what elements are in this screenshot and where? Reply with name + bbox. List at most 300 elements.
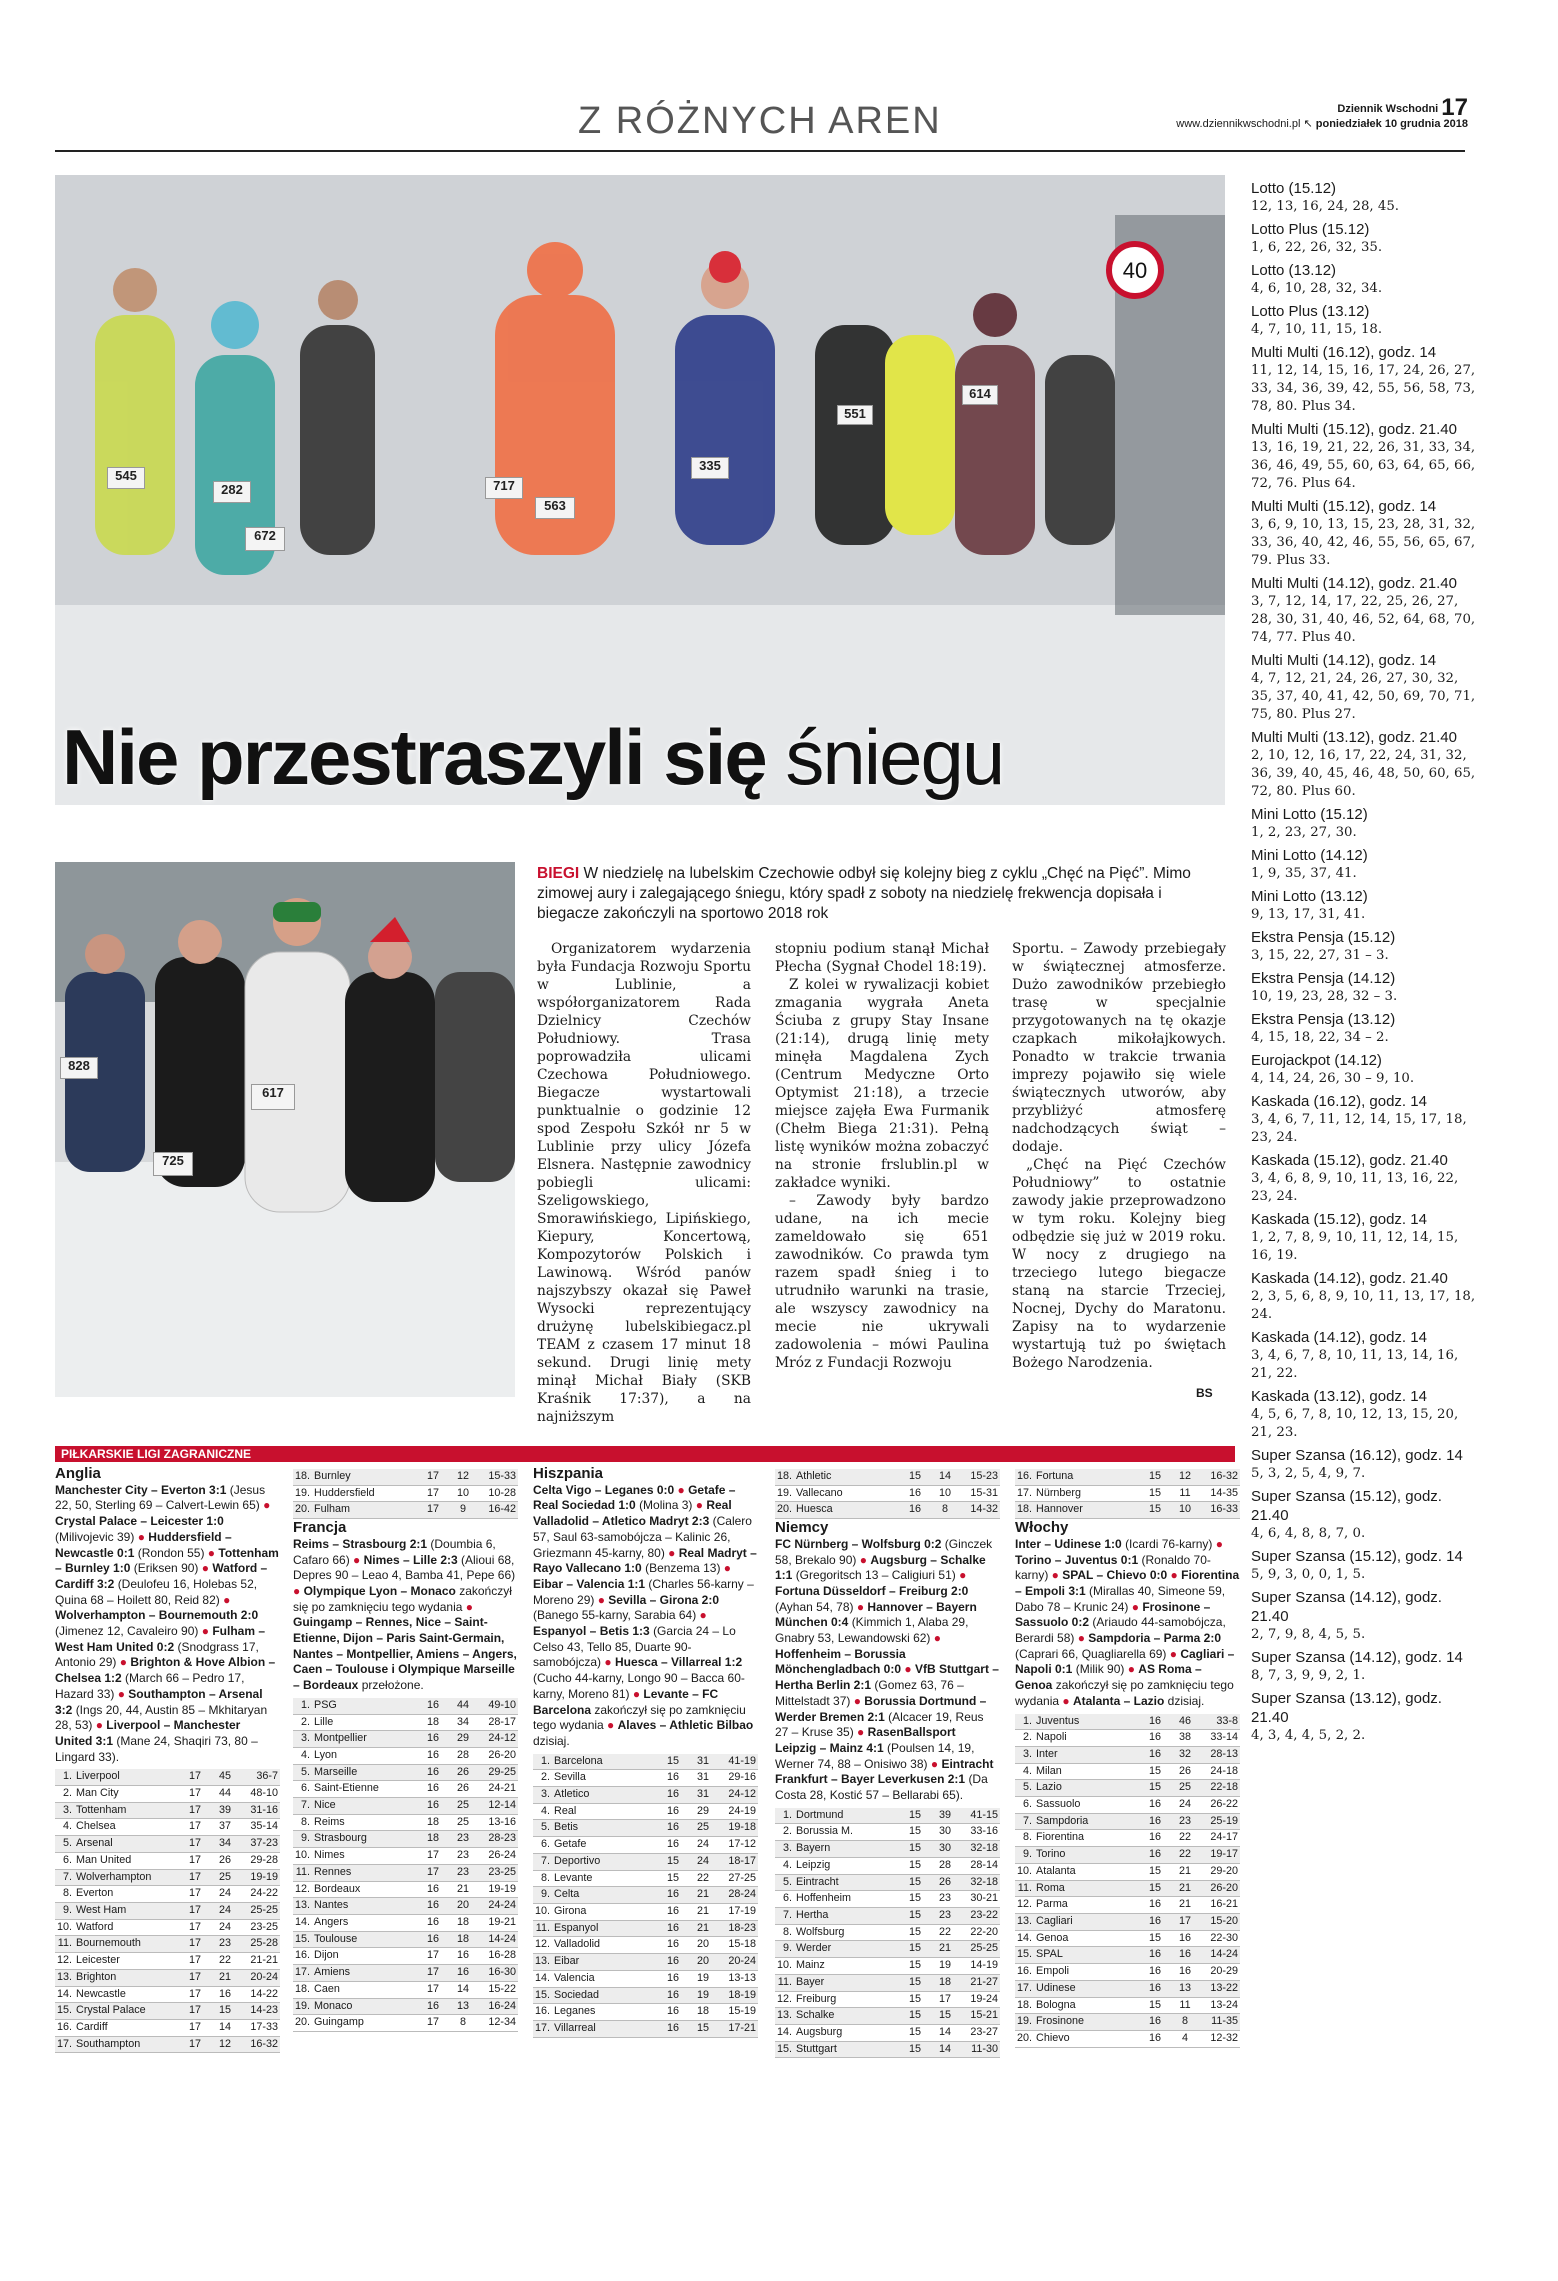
table-row <box>55 1886 280 1903</box>
table-cell: 3. <box>55 1802 74 1819</box>
table-cell: 13-24 <box>1200 1997 1240 2014</box>
table-cell: 24 <box>688 1853 718 1870</box>
table-cell: 17 <box>418 1469 448 1485</box>
match-details: (Cucho 44-karny, Longo 90 – Bacca 60-karny, Moreno 81) <box>533 1671 745 1701</box>
table-cell: Huddersfield <box>312 1485 418 1502</box>
table-cell: 16-32 <box>1200 1469 1240 1485</box>
table-cell: 32-18 <box>960 1841 1000 1858</box>
table-cell: Schalke <box>794 2008 900 2025</box>
table-cell: 16 <box>1140 1847 1170 1864</box>
table-cell: Sociedad <box>552 1987 658 2004</box>
match-result: Manchester City – Everton 3:1 <box>55 1482 227 1497</box>
match-result: Guingamp – Rennes, Nice – Saint-Etienne, Dijon – Paris Saint-Germain, Nantes – Montpellier, Amiens – Angers, Caen – Toulouse i Olympique Marseille – Bordeaux <box>293 1615 517 1693</box>
table-cell: 1. <box>55 1769 74 1785</box>
table-row <box>775 1469 1000 1485</box>
table-cell: Athletic <box>794 1469 900 1485</box>
match-details: (Ings 20, 44, Austin 85 – Mkhitaryan 28, 53) <box>55 1702 268 1733</box>
table-cell: 19-21 <box>478 1914 518 1931</box>
table-row <box>1015 1897 1240 1914</box>
table-cell: 4 <box>1170 2030 1200 2047</box>
table-cell: 16 <box>1140 1730 1170 1747</box>
table-row <box>293 1764 518 1781</box>
table-cell: 16 <box>1140 2014 1170 2031</box>
table-cell: 24-12 <box>718 1787 758 1804</box>
table-row <box>775 1502 1000 1519</box>
table-cell: 28 <box>930 1857 960 1874</box>
table-cell: 11-30 <box>960 2041 1000 2058</box>
match-result: AS Roma – Genoa <box>1015 1662 1202 1693</box>
table-cell: 17 <box>418 1965 448 1982</box>
table-cell: 16 <box>1140 1947 1170 1964</box>
match-result: Eibar – Valencia 1:1 <box>533 1576 646 1591</box>
table-cell: 20 <box>688 1954 718 1971</box>
table-cell: 14-32 <box>960 1502 1000 1519</box>
table-cell: Deportivo <box>552 1853 658 1870</box>
table-cell: 8 <box>1170 2014 1200 2031</box>
table-cell: 16 <box>1140 1980 1170 1997</box>
league-name: Anglia <box>55 1465 101 1482</box>
table-cell: Liverpool <box>74 1769 180 1785</box>
separator-dot-icon: ● <box>92 1718 107 1733</box>
table-cell: 13. <box>1015 1913 1034 1930</box>
table-cell: Fulham <box>312 1502 418 1519</box>
match-details: (Milivojevic 39) <box>55 1529 135 1544</box>
table-cell: 3. <box>775 1841 794 1858</box>
match-result: Torino – Juventus 0:1 <box>1015 1552 1139 1567</box>
table-cell: 24-19 <box>718 1803 758 1820</box>
table-cell: 15 <box>900 2041 930 2058</box>
table-cell: 15 <box>1140 1763 1170 1780</box>
table-cell: 15 <box>900 2008 930 2025</box>
table-cell: 14-22 <box>240 1986 280 2003</box>
table-cell: 17-33 <box>240 2019 280 2036</box>
table-cell: 33-14 <box>1200 1730 1240 1747</box>
table-row <box>293 1981 518 1998</box>
table-cell: 22 <box>210 1953 240 1970</box>
table-cell: 15. <box>533 1987 552 2004</box>
table-cell: 2. <box>55 1786 74 1803</box>
table-cell: Marseille <box>312 1764 418 1781</box>
table-row <box>533 2020 758 2037</box>
match-details: dzisiaj. <box>1167 1693 1205 1708</box>
lottery-name: Lotto (13.12) <box>1251 262 1337 279</box>
table-cell: 17 <box>1170 1913 1200 1930</box>
article-column-2 <box>775 940 989 1372</box>
table-cell: Hertha <box>794 1907 900 1924</box>
table-cell: 13 <box>1170 1980 1200 1997</box>
table-cell: 13 <box>448 1998 478 2015</box>
table-cell: 29-25 <box>478 1764 518 1781</box>
table-cell: 20. <box>1015 2030 1034 2047</box>
section-title: Z RÓŻNYCH AREN <box>578 100 942 142</box>
table-cell: SPAL <box>1034 1947 1140 1964</box>
table-cell: 14 <box>930 2041 960 2058</box>
table-cell: 9. <box>55 1902 74 1919</box>
lottery-name: Mini Lotto (13.12) <box>1251 888 1368 905</box>
table-cell: 17 <box>180 1886 210 1903</box>
table-cell: 5. <box>533 1820 552 1837</box>
table-row <box>1015 1469 1240 1485</box>
lottery-name: Kaskada (13.12), godz. 14 <box>1251 1388 1427 1405</box>
match-details: (Da Costa 28, Kostić 57 – Bellarabi 65). <box>775 1772 988 1803</box>
table-cell: 26-24 <box>478 1848 518 1865</box>
table-cell: 16-24 <box>478 1998 518 2015</box>
table-cell: 16-30 <box>478 1965 518 1982</box>
table-cell: 27-25 <box>718 1870 758 1887</box>
table-cell: Brighton <box>74 1969 180 1986</box>
site-link[interactable]: www.dziennikwschodni.pl <box>1176 118 1301 130</box>
match-details: (Gomez 63, 76 – Mittelstadt 37) <box>775 1678 964 1708</box>
table-cell: 17 <box>180 1819 210 1836</box>
lottery-numbers: 8, 7, 3, 9, 9, 2, 1. <box>1251 1668 1366 1683</box>
table-row <box>775 2008 1000 2025</box>
table-cell: Valencia <box>552 1970 658 1987</box>
table-cell: 16 <box>418 1798 448 1815</box>
table-cell: Burnley <box>312 1469 418 1485</box>
table-cell: 14. <box>533 1970 552 1987</box>
table-cell: Nice <box>312 1798 418 1815</box>
table-cell: 17 <box>180 1836 210 1853</box>
race-bib: 725 <box>153 1152 193 1176</box>
table-cell: 16. <box>1015 1469 1034 1485</box>
table-cell: 15 <box>658 1754 688 1770</box>
table-row <box>55 1786 280 1803</box>
table-row <box>293 1848 518 1865</box>
table-row <box>293 1469 518 1485</box>
table-cell: 21 <box>210 1969 240 1986</box>
table-cell: 16 <box>1140 2030 1170 2047</box>
table-row <box>1015 1930 1240 1947</box>
table-cell: Hannover <box>1034 1502 1140 1519</box>
table-row <box>55 2036 280 2053</box>
table-row <box>775 1991 1000 2008</box>
table-cell: Man City <box>74 1786 180 1803</box>
table-cell: 17 <box>418 1948 448 1965</box>
table-cell: 16 <box>418 1931 448 1948</box>
article-paragraph: stopniu podium stanął Michał Płecha (Sygnał Chodel 18:19). <box>775 941 989 975</box>
table-cell: 16 <box>1170 1947 1200 1964</box>
match-result: Frosinone – Sassuolo 0:2 <box>1015 1599 1211 1630</box>
table-cell: 44 <box>448 1698 478 1714</box>
table-cell: Monaco <box>312 1998 418 2015</box>
table-cell: 16-28 <box>478 1948 518 1965</box>
table-cell: Nimes <box>312 1848 418 1865</box>
match-details: (Deulofeu 16, Holebas 52, Quina 68 – Hoilett 80, Reid 82) <box>55 1576 258 1607</box>
table-cell: 8 <box>930 1502 960 1519</box>
table-row <box>293 1998 518 2015</box>
table-cell: 21-27 <box>960 1974 1000 1991</box>
table-cell: 17 <box>180 2003 210 2020</box>
table-row <box>775 1924 1000 1941</box>
table-row <box>293 1747 518 1764</box>
lottery-numbers: 4, 5, 6, 7, 8, 10, 12, 13, 15, 20, 21, 23. <box>1251 1407 1459 1440</box>
table-cell: 19. <box>775 1485 794 1502</box>
race-bib: 563 <box>535 497 575 519</box>
table-cell: 19-17 <box>1200 1847 1240 1864</box>
table-cell: 16 <box>658 1954 688 1971</box>
lottery-numbers: 4, 7, 10, 11, 15, 18. <box>1251 322 1383 337</box>
table-cell: 15 <box>688 2020 718 2037</box>
table-cell: 15-21 <box>960 2008 1000 2025</box>
separator-dot-icon: ● <box>601 1655 615 1670</box>
lottery-numbers: 2, 3, 5, 6, 8, 9, 10, 11, 13, 17, 18, 24. <box>1251 1289 1476 1322</box>
table-row <box>293 1698 518 1714</box>
table-row <box>293 1931 518 1948</box>
table-row <box>775 1891 1000 1908</box>
lottery-name: Multi Multi (14.12), godz. 14 <box>1251 652 1437 669</box>
table-cell: 29-16 <box>718 1770 758 1787</box>
table-cell: Wolfsburg <box>794 1924 900 1941</box>
table-row <box>1015 1947 1240 1964</box>
table-cell: 5. <box>293 1764 312 1781</box>
league-name: Francja <box>293 1519 347 1537</box>
match-details: (Ginczek 58, Brekalo 90) <box>775 1536 993 1567</box>
table-cell: 12 <box>448 1469 478 1485</box>
table-cell: 26 <box>1170 1763 1200 1780</box>
headline-light: śniegu <box>785 713 1004 801</box>
table-cell: 17 <box>180 1902 210 1919</box>
table-cell: 12-14 <box>478 1798 518 1815</box>
table-cell: 6. <box>55 1852 74 1869</box>
table-cell: 20-24 <box>240 1969 280 1986</box>
table-cell: 34 <box>448 1714 478 1731</box>
table-cell: 15 <box>1140 1997 1170 2014</box>
table-cell: 46 <box>1170 1714 1200 1730</box>
table-cell: 10-28 <box>478 1485 518 1502</box>
table-cell: 17. <box>1015 1485 1034 1502</box>
lottery-numbers: 4, 3, 4, 4, 5, 2, 2. <box>1251 1728 1366 1743</box>
separator-dot-icon: ● <box>1167 1568 1182 1583</box>
league-name: Niemcy <box>775 1519 829 1537</box>
table-cell: Atletico <box>552 1787 658 1804</box>
race-bib: 614 <box>962 385 998 405</box>
table-row <box>1015 1797 1240 1814</box>
race-bib: 545 <box>107 467 145 489</box>
table-cell: Valladolid <box>552 1937 658 1954</box>
table-cell: 1. <box>293 1698 312 1714</box>
match-result: Cagliari – Napoli 0:1 <box>1015 1646 1235 1677</box>
match-details: (Garcia 24 – Lo Celso 43, Tello 85, Duarte 90-samobójcza) <box>533 1624 736 1670</box>
table-cell: 39 <box>930 1808 960 1824</box>
table-cell: 16 <box>1140 1964 1170 1981</box>
table-row <box>55 2003 280 2020</box>
league-table <box>533 1754 758 2038</box>
match-details: zakończył się po zamknięciu tego wydania <box>533 1702 746 1733</box>
match-details: (Benzema 13) <box>645 1561 721 1576</box>
table-row <box>775 1841 1000 1858</box>
table-cell: 11 <box>1170 1997 1200 2014</box>
table-cell: 21 <box>1170 1880 1200 1897</box>
table-cell: Lyon <box>312 1747 418 1764</box>
table-cell: 21 <box>1170 1897 1200 1914</box>
table-cell: Lazio <box>1034 1780 1140 1797</box>
table-row <box>293 1914 518 1931</box>
table-cell: 29 <box>448 1731 478 1748</box>
table-cell: 17 <box>418 1485 448 1502</box>
table-row <box>1015 1997 1240 2014</box>
lottery-name: Kaskada (15.12), godz. 21.40 <box>1251 1152 1448 1169</box>
table-row <box>55 1902 280 1919</box>
table-cell: Celta <box>552 1887 658 1904</box>
table-cell: 24-12 <box>478 1731 518 1748</box>
table-cell: 25 <box>448 1798 478 1815</box>
separator-dot-icon: ● <box>1128 1599 1143 1614</box>
table-cell: 15 <box>900 1891 930 1908</box>
table-cell: 18. <box>293 1981 312 1998</box>
race-bib: 828 <box>60 1057 98 1079</box>
table-cell: 17-12 <box>718 1837 758 1854</box>
match-details: (Mane 24, Shaqiri 73, 80 – Lingard 33). <box>55 1733 258 1764</box>
table-cell: 17 <box>180 1936 210 1953</box>
table-cell: 10. <box>1015 1863 1034 1880</box>
table-cell: 15 <box>658 1870 688 1887</box>
match-result: Brighton & Hove Albion – Chelsea 1:2 <box>55 1655 276 1686</box>
table-cell: 28-24 <box>718 1887 758 1904</box>
match-result: Watford – Cardiff 3:2 <box>55 1561 268 1591</box>
table-cell: 20 <box>448 1898 478 1915</box>
table-row <box>775 1824 1000 1841</box>
table-cell: 17. <box>55 2036 74 2053</box>
table-cell: Caen <box>312 1981 418 1998</box>
lottery-name: Super Szansa (14.12), godz. 21.40 <box>1251 1589 1442 1625</box>
table-cell: 14. <box>293 1914 312 1931</box>
table-cell: 17 <box>180 2019 210 2036</box>
table-row <box>533 1937 758 1954</box>
match-details: (Doumbia 6, Cafaro 66) <box>293 1536 496 1567</box>
svg-text:40: 40 <box>1122 258 1148 283</box>
table-cell: 10 <box>930 1485 960 1502</box>
table-cell: Montpellier <box>312 1731 418 1748</box>
lottery-numbers: 2, 10, 12, 16, 17, 22, 24, 31, 32, 36, 39, 40, 45, 46, 48, 50, 60, 65, 72, 80. Plus 60. <box>1251 748 1476 799</box>
page-number: 17 <box>1441 94 1468 121</box>
table-cell: 15 <box>900 1958 930 1975</box>
table-cell: 25-19 <box>1200 1813 1240 1830</box>
table-row <box>293 1864 518 1881</box>
table-row <box>533 1903 758 1920</box>
separator-dot-icon: ● <box>696 1608 707 1623</box>
separator-dot-icon: ● <box>629 1686 644 1701</box>
table-cell: Hoffenheim <box>794 1891 900 1908</box>
table-cell: 4. <box>293 1747 312 1764</box>
table-cell: 12. <box>1015 1897 1034 1914</box>
table-cell: 16. <box>55 2019 74 2036</box>
table-cell: 10. <box>55 1919 74 1936</box>
runners-illustration-2 <box>55 862 515 1397</box>
table-cell: 14 <box>448 1981 478 1998</box>
table-cell: 13. <box>533 1954 552 1971</box>
table-cell: Empoli <box>1034 1964 1140 1981</box>
lottery-name: Lotto Plus (13.12) <box>1251 303 1370 320</box>
table-cell: 17 <box>180 2036 210 2053</box>
table-cell: 41-15 <box>960 1808 1000 1824</box>
table-cell: Augsburg <box>794 2024 900 2041</box>
table-cell: Torino <box>1034 1847 1140 1864</box>
table-cell: 17 <box>180 1986 210 2003</box>
table-cell: 9. <box>775 1941 794 1958</box>
table-cell: 15 <box>1140 1930 1170 1947</box>
table-cell: Vallecano <box>794 1485 900 1502</box>
table-cell: 18. <box>293 1469 312 1485</box>
table-cell: 25 <box>1170 1780 1200 1797</box>
match-result: Reims – Strasbourg 2:1 <box>293 1536 428 1551</box>
table-cell: 15-33 <box>478 1469 518 1485</box>
table-row <box>293 1731 518 1748</box>
lottery-numbers: 5, 9, 3, 0, 0, 1, 5. <box>1251 1567 1366 1582</box>
table-cell: Bayer <box>794 1974 900 1991</box>
table-cell: 19 <box>930 1958 960 1975</box>
table-cell: 12. <box>533 1937 552 1954</box>
table-cell: 18. <box>775 1469 794 1485</box>
table-cell: 23 <box>448 1848 478 1865</box>
table-cell: 4. <box>55 1819 74 1836</box>
table-cell: Newcastle <box>74 1986 180 2003</box>
table-cell: 23-25 <box>240 1919 280 1936</box>
table-cell: 35-14 <box>240 1819 280 1836</box>
table-row <box>55 1769 280 1785</box>
table-cell: 15 <box>900 1907 930 1924</box>
table-cell: 18 <box>688 2004 718 2021</box>
separator-dot-icon: ● <box>198 1624 213 1639</box>
table-cell: 19-19 <box>478 1881 518 1898</box>
lottery-numbers: 9, 13, 17, 31, 41. <box>1251 907 1366 922</box>
lottery-numbers: 1, 2, 23, 27, 30. <box>1251 825 1357 840</box>
table-cell: 15-20 <box>1200 1913 1240 1930</box>
table-cell: 16-21 <box>1200 1897 1240 1914</box>
table-cell: 17. <box>1015 1980 1034 1997</box>
table-cell: Dortmund <box>794 1808 900 1824</box>
table-row <box>293 2015 518 2032</box>
match-details: (Banego 55-karny, Sarabia 64) <box>533 1608 697 1623</box>
table-cell: Werder <box>794 1941 900 1958</box>
table-cell: 30-21 <box>960 1891 1000 1908</box>
table-cell: 32-18 <box>960 1874 1000 1891</box>
table-cell: 14. <box>55 1986 74 2003</box>
table-cell: Leicester <box>74 1953 180 1970</box>
table-row <box>1015 1964 1240 1981</box>
lottery-numbers: 12, 13, 16, 24, 28, 45. <box>1251 199 1400 214</box>
table-cell: 19. <box>293 1485 312 1502</box>
table-cell: 14. <box>1015 1930 1034 1947</box>
table-cell: 15 <box>900 1469 930 1485</box>
match-details: (Icardi 76-karny) <box>1125 1536 1213 1551</box>
table-cell: Nantes <box>312 1898 418 1915</box>
table-cell: 31 <box>688 1770 718 1787</box>
table-cell: 22-30 <box>1200 1930 1240 1947</box>
lottery-numbers: 4, 6, 4, 8, 8, 7, 0. <box>1251 1526 1366 1541</box>
table-cell: 16 <box>658 1887 688 1904</box>
table-cell: 24 <box>210 1886 240 1903</box>
table-row <box>1015 1502 1240 1519</box>
separator-dot-icon: ● <box>1059 1693 1073 1708</box>
table-cell: 13-22 <box>1200 1980 1240 1997</box>
table-row <box>775 1874 1000 1891</box>
table-cell: 48-10 <box>240 1786 280 1803</box>
lottery-name: Multi Multi (14.12), godz. 21.40 <box>1251 575 1457 592</box>
table-cell: 8. <box>533 1870 552 1887</box>
table-cell: 6. <box>775 1891 794 1908</box>
race-bib: 551 <box>837 405 873 425</box>
table-cell: Eintracht <box>794 1874 900 1891</box>
table-cell: Roma <box>1034 1880 1140 1897</box>
match-result: Nimes – Lille 2:3 <box>363 1552 458 1567</box>
table-cell: 13. <box>775 2008 794 2025</box>
table-cell: 16 <box>658 2020 688 2037</box>
table-cell: 29 <box>688 1803 718 1820</box>
table-cell: 17-19 <box>718 1903 758 1920</box>
table-cell: 21-21 <box>240 1953 280 1970</box>
table-cell: 18-23 <box>718 1920 758 1937</box>
table-cell: 2. <box>1015 1730 1034 1747</box>
